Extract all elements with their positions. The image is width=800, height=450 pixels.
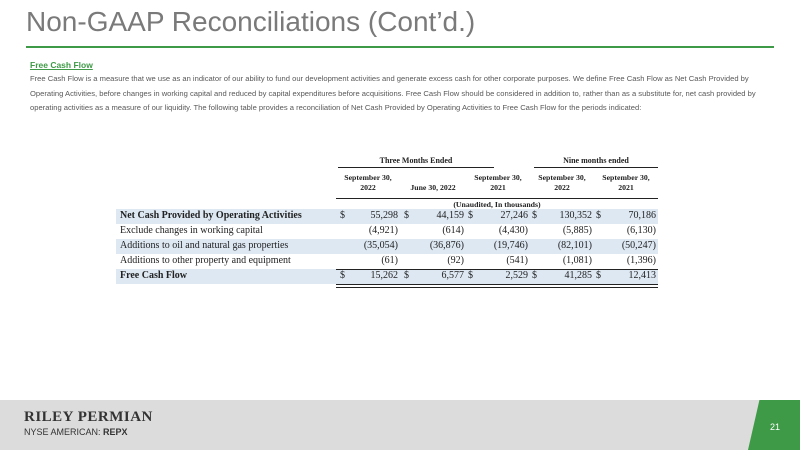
table-row (116, 239, 658, 254)
table-cell: 55,298 (370, 210, 398, 221)
column-header (530, 173, 594, 193)
row-label: Additions to oil and natural gas properties (120, 240, 289, 251)
row-label: Exclude changes in working capital (120, 225, 263, 236)
description-text: Free Cash Flow is a measure that we use as an indicator of our ability to fund our development activities and generate excess cash for other corporate purposes. We define Free Cash Flow as Net Cash Provided by Operating Activities, before changes in working capital and reduced by capital expenditures before acquisitions. Free Cash Flow should be considered in addition to, rather than as a substitute for, net cash provided by operating activities as a measure of our liquidity. The following table provides a reconciliation of Net Cash Provided by Operating Activities to Free Cash Flow for the periods indicated: (30, 74, 756, 113)
column-header-line: September 30, (538, 173, 586, 182)
table-cell: (4,921) (368, 225, 398, 236)
unit-note: (Unaudited, In thousands) (336, 198, 658, 209)
table-row (116, 209, 658, 224)
table-cell: 2,529 (505, 270, 528, 281)
table-cell: 44,159 (436, 210, 464, 221)
table-cell: 27,246 (500, 210, 528, 221)
table-cell: 12,413 (628, 270, 656, 281)
currency-symbol: $ (532, 210, 537, 221)
currency-symbol: $ (340, 270, 345, 281)
column-header-line: September 30, (474, 173, 522, 182)
currency-symbol: $ (596, 210, 601, 221)
table-cell: (5,885) (562, 225, 592, 236)
row-label: Additions to other property and equipment (120, 255, 291, 266)
currency-symbol: $ (468, 210, 473, 221)
table-cell: (50,247) (621, 240, 656, 251)
table-row (116, 254, 658, 269)
page-number: 21 (769, 422, 780, 432)
table-cell: (61) (381, 255, 398, 266)
column-header-line: 2021 (618, 183, 634, 192)
table-cell: (6,130) (626, 225, 656, 236)
column-header-line: 2022 (360, 183, 376, 192)
column-header-line: 2021 (490, 183, 506, 192)
title-divider (26, 46, 774, 48)
table-cell: (82,101) (557, 240, 592, 251)
currency-symbol: $ (404, 210, 409, 221)
table-cell: 70,186 (628, 210, 656, 221)
table-cell: (4,430) (498, 225, 528, 236)
ticker-symbol: REPX (103, 427, 128, 437)
total-double-rule (336, 284, 658, 288)
table-cell: (35,054) (363, 240, 398, 251)
table-cell: 41,285 (564, 270, 592, 281)
total-rule (336, 269, 658, 270)
currency-symbol: $ (596, 270, 601, 281)
group-header-nine-months: Nine months ended (534, 156, 658, 168)
currency-symbol: $ (404, 270, 409, 281)
table-cell: (36,876) (429, 240, 464, 251)
table-cell: (614) (442, 225, 464, 236)
column-header (466, 173, 530, 193)
table-row (116, 224, 658, 239)
currency-symbol: $ (532, 270, 537, 281)
table-cell: 15,262 (370, 270, 398, 281)
column-header-line: September 30, (344, 173, 392, 182)
table-cell: (1,396) (626, 255, 656, 266)
table-cell: 130,352 (559, 210, 592, 221)
column-header-line: June 30, 2022 (410, 183, 456, 192)
exchange-listing (24, 427, 128, 437)
column-header-line: September 30, (602, 173, 650, 182)
table-cell: (92) (447, 255, 464, 266)
column-header (594, 173, 658, 193)
exchange-prefix: NYSE AMERICAN: (24, 427, 104, 437)
table-cell: (541) (506, 255, 528, 266)
table-cell: (1,081) (562, 255, 592, 266)
footer-bar (0, 400, 800, 450)
currency-symbol: $ (340, 210, 345, 221)
group-header-three-months: Three Months Ended (338, 156, 494, 168)
table-cell: (19,746) (493, 240, 528, 251)
row-label: Net Cash Provided by Operating Activities (120, 210, 302, 221)
section-heading: Free Cash Flow (30, 60, 93, 70)
company-logo: RILEY PERMIAN (24, 409, 153, 425)
currency-symbol: $ (468, 270, 473, 281)
slide-title: Non-GAAP Reconciliations (Cont’d.) (26, 6, 476, 37)
column-header (336, 173, 400, 193)
row-label: Free Cash Flow (120, 270, 188, 281)
column-header (400, 183, 466, 193)
table-row (116, 269, 658, 284)
table-cell: 6,577 (441, 270, 464, 281)
column-header-line: 2022 (554, 183, 570, 192)
